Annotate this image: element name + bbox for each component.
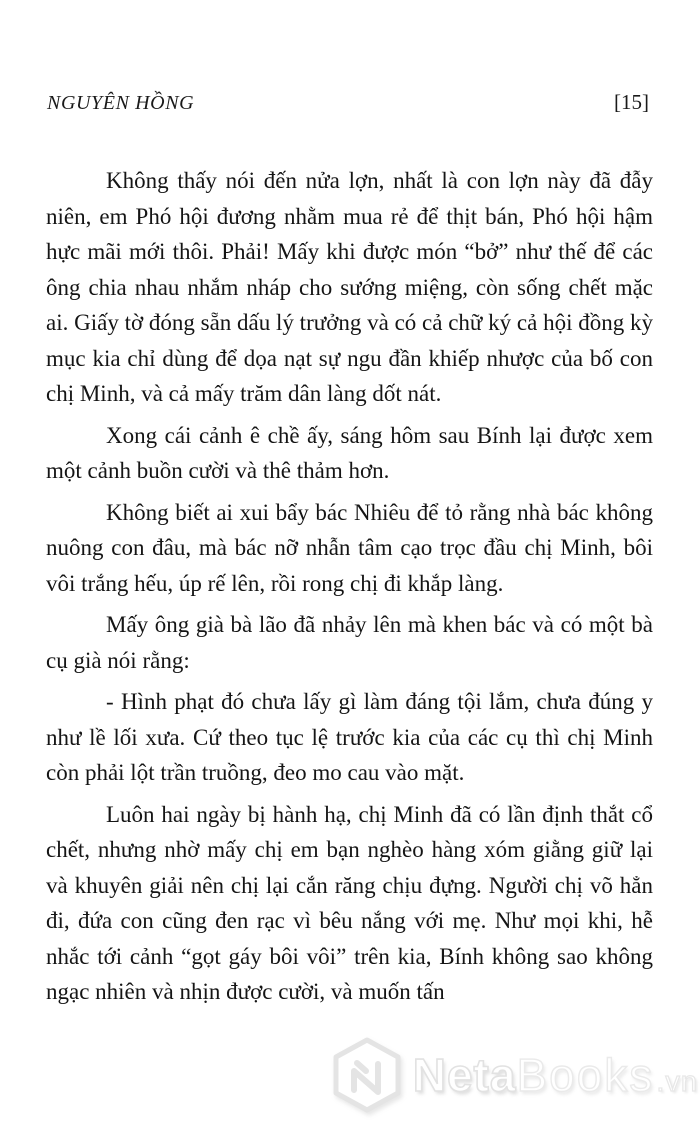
wordmark-tld: .vn (656, 1066, 698, 1098)
page-body-text (46, 163, 653, 1016)
running-header (47, 90, 649, 115)
netabooks-wordmark (413, 1048, 698, 1102)
paragraph: Mấy ông già bà lão đã nhảy lên mà khen bác và có một bà cụ già nói rằng: (46, 612, 653, 673)
page-number: [15] (614, 90, 649, 114)
paragraph: Không biết ai xui bẩy bác Nhiêu để tỏ rằng nhà bác không nuông con đâu, mà bác nỡ nhẫn tâm cạo trọc đầu chị Minh, bôi vôi trắng hếu, úp rế lên, rồi rong chị đi khắp làng. (46, 499, 653, 596)
paragraph: Luôn hai ngày bị hành hạ, chị Minh đã có lần định thắt cổ chết, nhưng nhờ mấy chị em bạn nghèo hàng xóm giằng giữ lại và khuyên giải nên chị lại cắn răng chịu đựng. Người chị võ hẳn đi, đứa con cũng đen rạc vì bêu nắng với mẹ. Như mọi khi, hễ nhắc tới cảnh “gọt gáy bôi vôi” trên kia, Bính không sao không ngạc nhiên và nhịn được cười, và muốn tấn (46, 801, 653, 1004)
paragraph: - Hình phạt đó chưa lấy gì làm đáng tội lắm, chưa đúng y như lề lối xưa. Cứ theo tục lệ trước kia của các cụ thì chị Minh còn phải lột trần truồng, đeo mo cau vào mặt. (46, 689, 653, 785)
netabooks-hexagon-n-logo-icon (330, 1037, 404, 1113)
paragraph: Không thấy nói đến nửa lợn, nhất là con lợn này đã đẫy niên, em Phó hội đương nhằm mua rẻ để thịt bán, Phó hội hậm hực mãi mới thôi. Phải! Mấy khi được món “bở” như thế để các ông chia nhau nhắm nháp cho sướng miệng, còn sống chết mặc ai. Giấy tờ đóng sẵn dấu lý trưởng và có cả chữ ký cả hội đồng kỳ mục kia chỉ dùng để dọa nạt sự ngu đần khiếp nhược của bố con chị Minh, và cả mấy trăm dân làng dốt nát. (46, 168, 653, 406)
paragraph: Xong cái cảnh ê chề ấy, sáng hôm sau Bính lại được xem một cảnh buồn cười và thê thảm hơn. (46, 422, 653, 483)
wordmark-books: Books (516, 1049, 655, 1101)
netabooks-watermark (330, 1037, 698, 1113)
wordmark-neta: Neta (412, 1049, 517, 1101)
running-head-author: NGUYÊN HỒNG (47, 92, 195, 114)
